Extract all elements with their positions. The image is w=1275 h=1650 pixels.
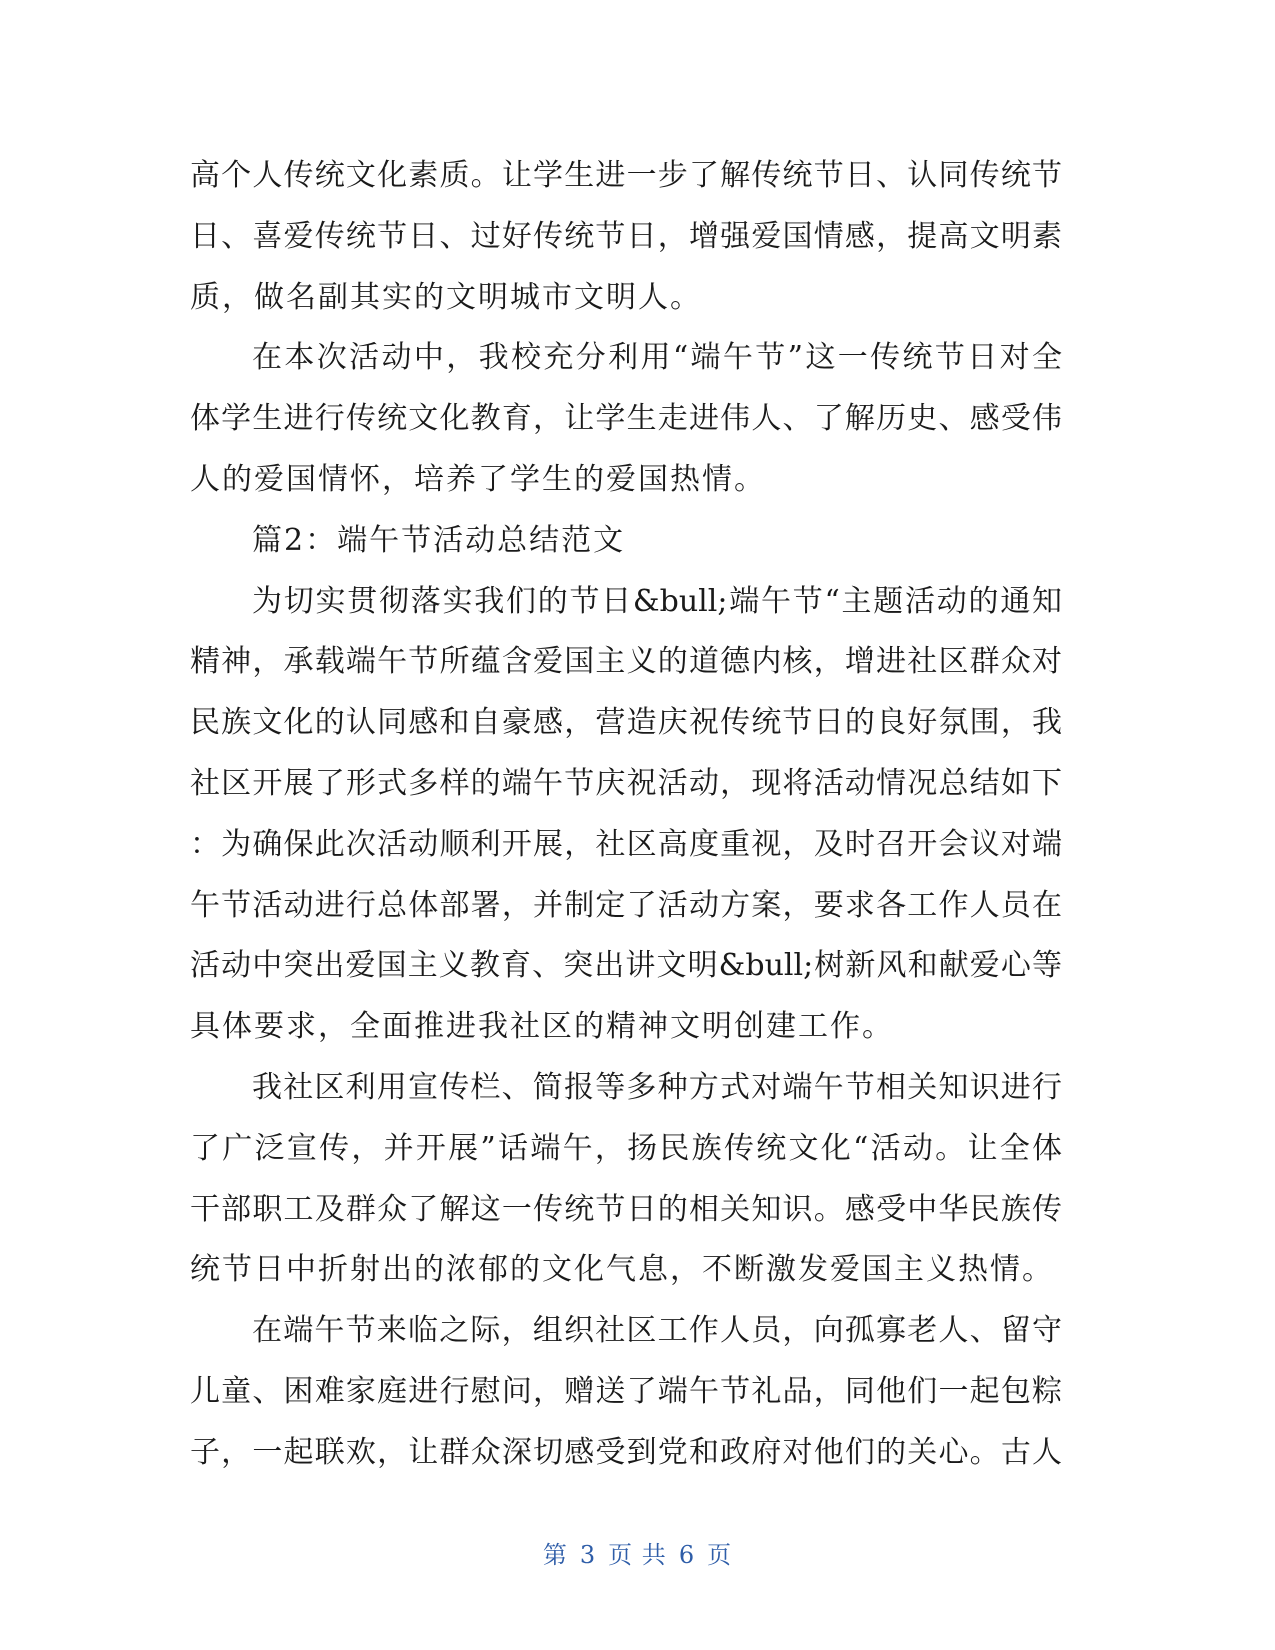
body-text <box>190 146 1062 1484</box>
footer-prefix: 第 <box>542 1541 568 1569</box>
text-line: 统节日中折射出的浓郁的文化气息，不断激发爱国主义热情。 <box>190 1252 1054 1288</box>
footer-total-pages: 6 <box>678 1541 696 1569</box>
footer-middle: 页 共 <box>608 1541 667 1569</box>
text-line: 高个人传统文化素质。让学生进一步了解传统节日、认同传统节 <box>190 158 1062 193</box>
text-line: 民族文化的认同感和自豪感，营造庆祝传统节日的良好氛围，我 <box>190 705 1062 741</box>
paragraph-start-line: 为切实贯彻落实我们的节日&bull;端午节“主题活动的通知 <box>252 583 1062 619</box>
paragraph-start-line: 我社区利用宣传栏、简报等多种方式对端午节相关知识进行 <box>252 1069 1062 1105</box>
paragraph-start-line: 在本次活动中，我校充分利用“端午节”这一传统节日对全 <box>252 340 1062 376</box>
page-number-footer <box>0 1535 1275 1570</box>
text-line: 日、喜爱传统节日、过好传统节日，增强爱国情感，提高文明素 <box>190 218 1062 254</box>
text-line: ：为确保此次活动顺利开展，社区高度重视，及时召开会议对端 <box>190 826 1062 862</box>
section-heading: 篇2：端午节活动总结范文 <box>252 522 626 558</box>
text-line: 体学生进行传统文化教育，让学生走进伟人、了解历史、感受伟 <box>190 401 1062 437</box>
footer-suffix: 页 <box>707 1541 733 1569</box>
text-line: 质，做名副其实的文明城市文明人。 <box>190 279 702 315</box>
text-line: 干部职工及群众了解这一传统节日的相关知识。感受中华民族传 <box>190 1191 1062 1227</box>
text-line: 儿童、困难家庭进行慰问，赠送了端午节礼品，同他们一起包粽 <box>190 1373 1062 1409</box>
text-line: 精神，承载端午节所蕴含爱国主义的道德内核，增进社区群众对 <box>190 644 1062 680</box>
text-line: 了广泛宣传，并开展”话端午，扬民族传统文化“活动。让全体 <box>190 1130 1062 1166</box>
text-line: 子，一起联欢，让群众深切感受到党和政府对他们的关心。古人 <box>190 1434 1062 1470</box>
text-line: 人的爱国情怀，培养了学生的爱国热情。 <box>190 461 766 497</box>
text-line: 社区开展了形式多样的端午节庆祝活动，现将活动情况总结如下 <box>190 765 1062 801</box>
text-line: 活动中突出爱国主义教育、突出讲文明&bull;树新风和献爱心等 <box>190 948 1062 984</box>
text-line: 午节活动进行总体部署，并制定了活动方案，要求各工作人员在 <box>190 887 1062 923</box>
footer-current-page: 3 <box>579 1541 597 1569</box>
text-line: 具体要求，全面推进我社区的精神文明创建工作。 <box>190 1009 894 1045</box>
paragraph-start-line: 在端午节来临之际，组织社区工作人员，向孤寡老人、留守 <box>252 1313 1062 1349</box>
